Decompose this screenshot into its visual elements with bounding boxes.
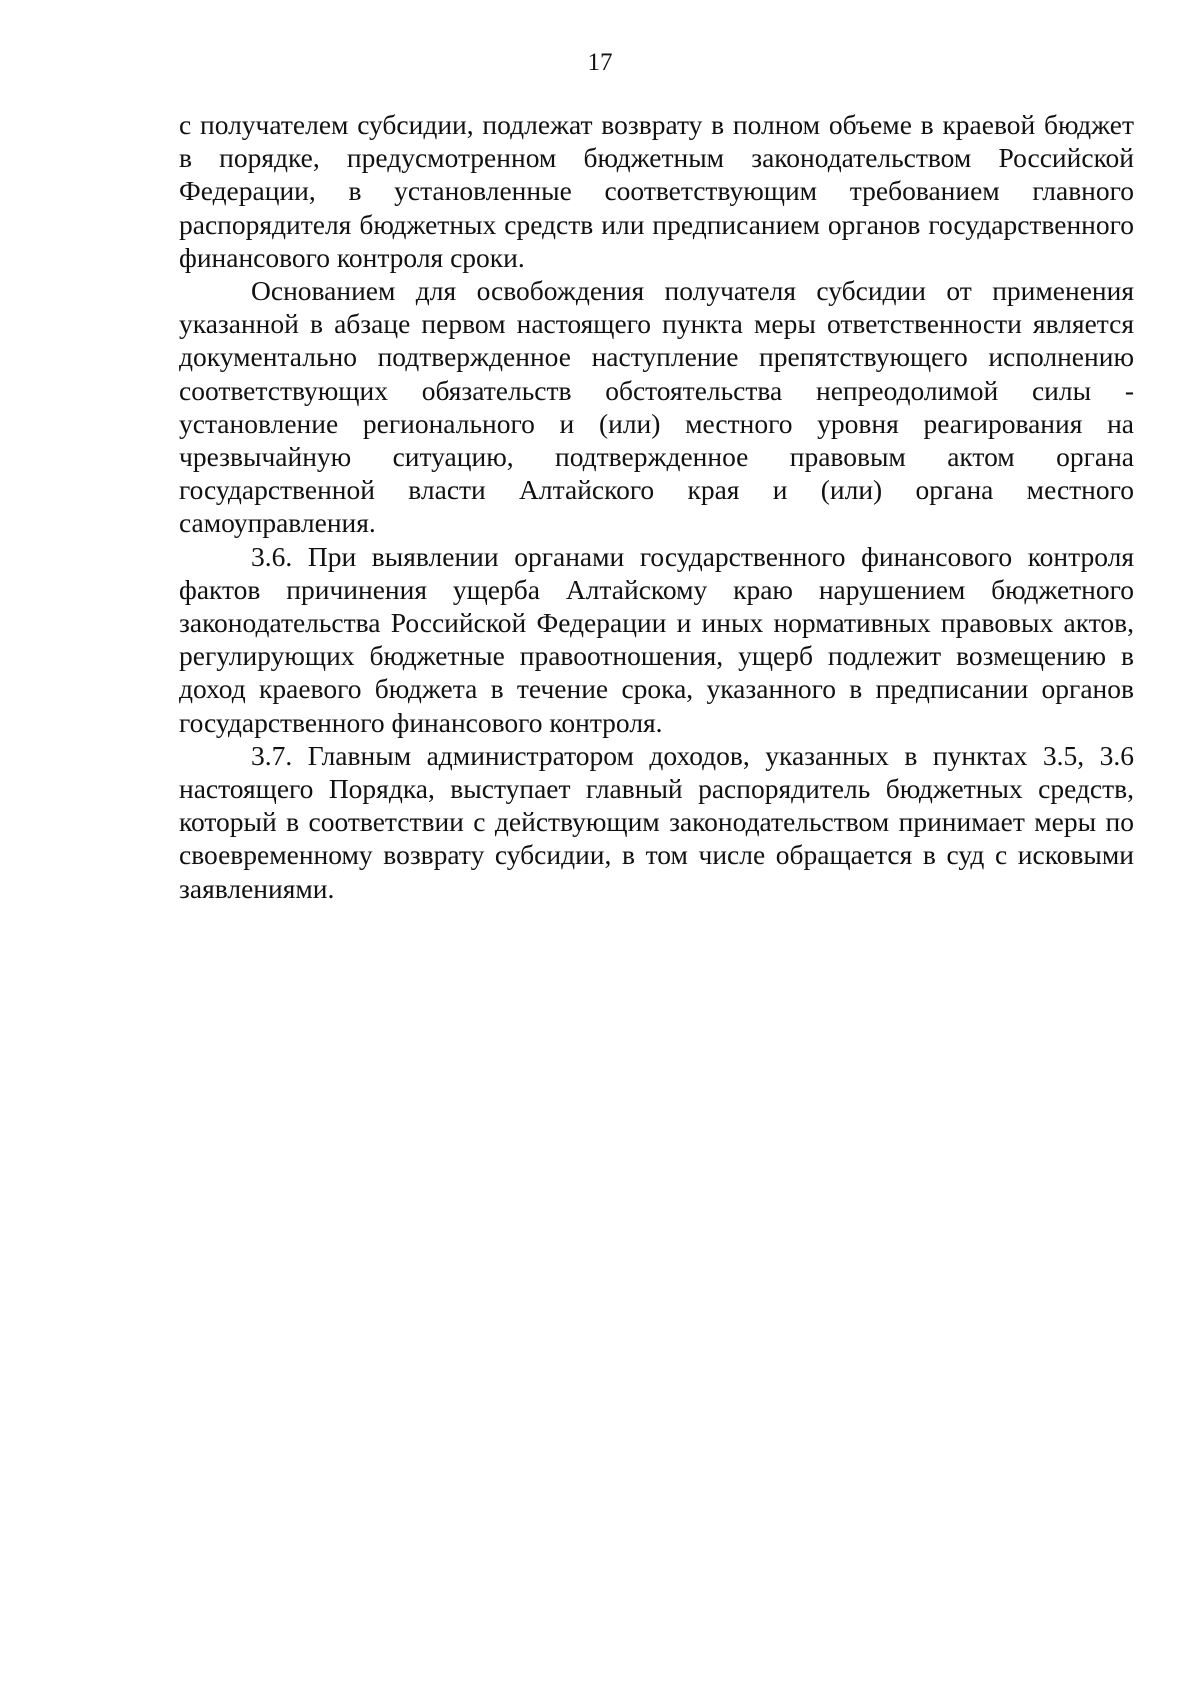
paragraph-continuation: с получателем субсидии, подлежат возврату в полном объеме в краевой бюджет в порядке, предусмотренном бюджетным законодательством Российской Федерации, в установленные соответствующим требованием главного распорядителя бюджетных средств или предписанием органов государственного финансового контроля сроки. bbox=[179, 109, 1134, 273]
page-number: 17 bbox=[587, 49, 613, 76]
document-body bbox=[179, 108, 1134, 905]
paragraph-clause-3-7: 3.7. Главным администратором доходов, указанных в пунктах 3.5, 3.6 настоящего Порядка, выступает главный распорядитель бюджетных средств, который в соответствии с действующим законодательством принимает меры по своевременному возврату субсидии, в том числе обращается в суд с исковыми заявлениями. bbox=[179, 739, 1134, 904]
paragraph-exemption: Основанием для освобождения получателя субсидии от применения указанной в абзаце первом настоящего пункта меры ответственности является документально подтвержденное наступление препятствующего исполнению соответствующих обязательств обстоятельства непреодолимой силы - установление регионального и (или) местного уровня реагирования на чрезвычайную ситуацию, подтвержденное правовым актом органа государственной власти Алтайского края и (или) органа местного самоуправления. bbox=[179, 275, 1134, 539]
paragraph-clause-3-6: 3.6. При выявлении органами государственного финансового контроля фактов причинения ущерба Алтайскому краю нарушением бюджетного законодательства Российской Федерации и иных нормативных правовых актов, регулирующих бюджетные правоотношения, ущерб подлежит возмещению в доход краевого бюджета в течение срока, указанного в предписании органов государственного финансового контроля. bbox=[179, 540, 1134, 738]
